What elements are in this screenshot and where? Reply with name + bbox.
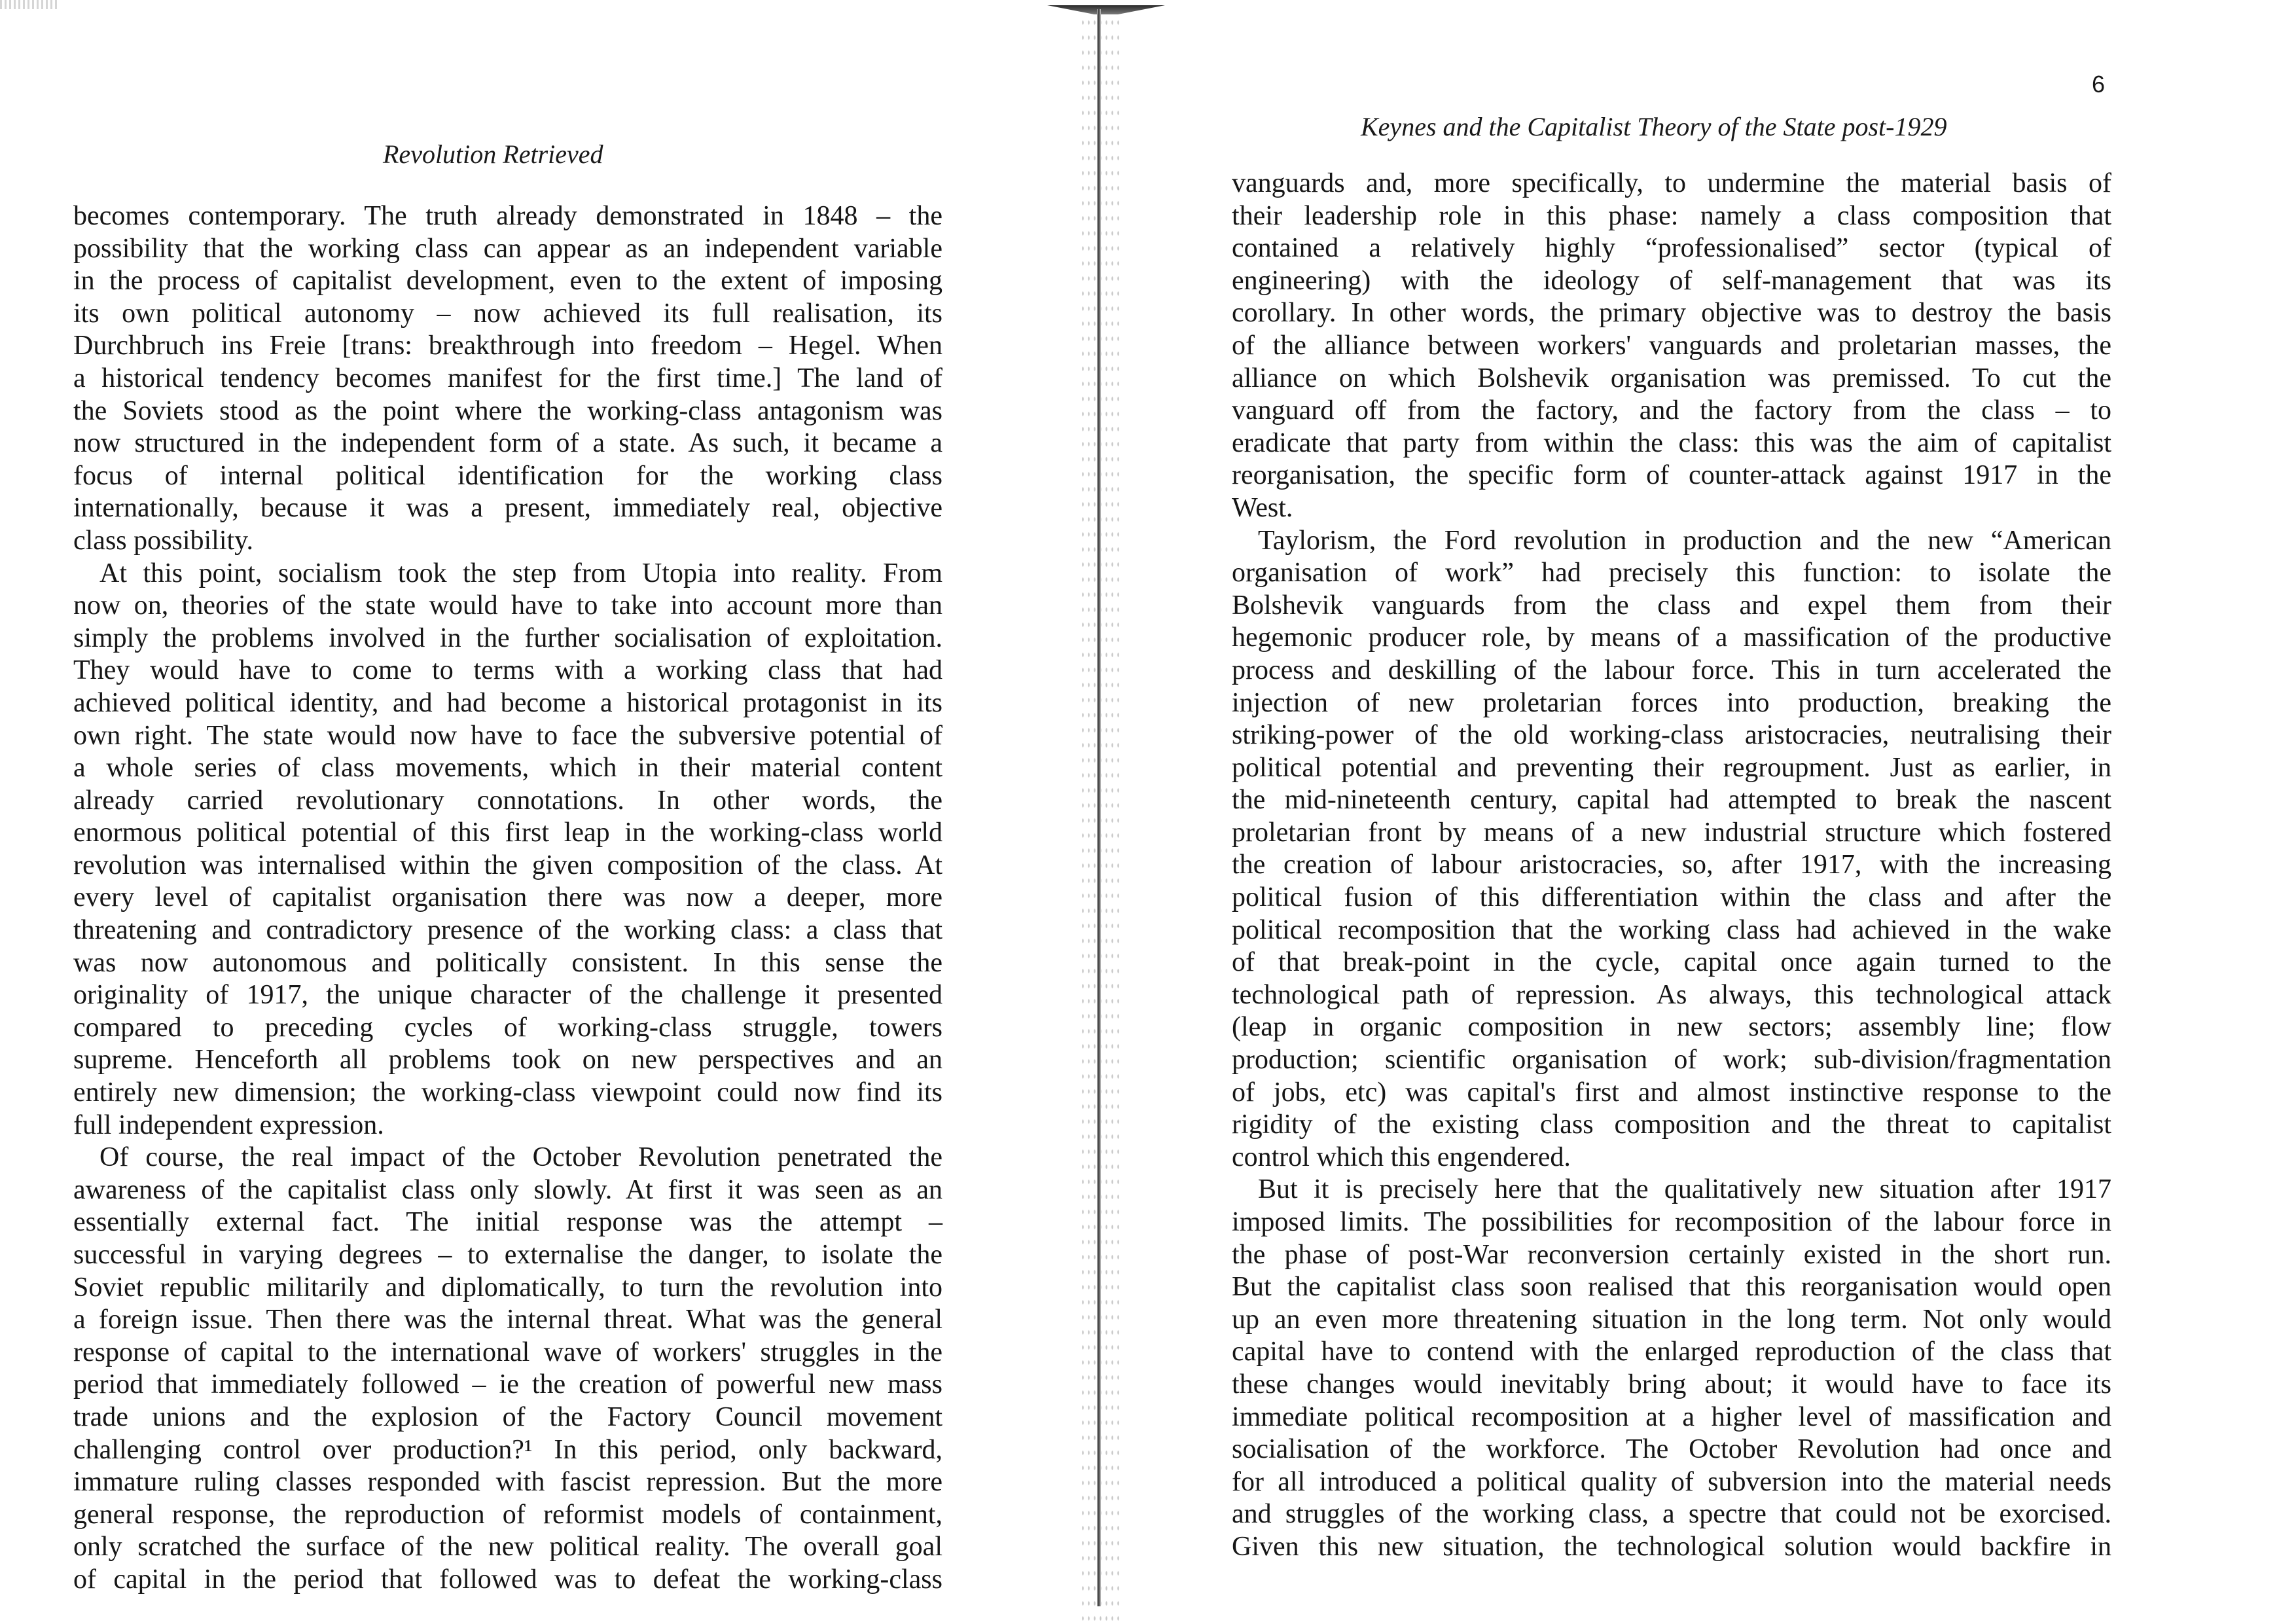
right-text-column xyxy=(1232,168,2111,1564)
text-line: alliance on which Bolshevik organisation was premissed. To cut the xyxy=(1232,363,2111,393)
text-line: becomes contemporary. The truth already demonstrated in 1848 – the xyxy=(73,201,942,231)
text-line: of jobs, etc) was capital's first and almost instinctive response to the xyxy=(1232,1077,2111,1108)
text-line: the Soviets stood as the point where the working-class antagonism was xyxy=(73,395,942,426)
text-line: Durchbruch ins Freie [trans: breakthrough into freedom – Hegel. When xyxy=(73,331,942,361)
text-line: They would have to come to terms with a working class that had xyxy=(73,655,942,686)
text-line: full independent expression. xyxy=(73,1110,384,1140)
text-line: enormous political potential of this first leap in the working-class world xyxy=(73,818,942,848)
text-line: period that immediately followed – ie the creation of powerful new mass xyxy=(73,1369,942,1400)
text-line: simply the problems involved in the further socialisation of exploitation. xyxy=(73,623,942,653)
text-line: originality of 1917, the unique character of the challenge it presented xyxy=(73,980,942,1011)
text-line: essentially external fact. The initial response was the attempt – xyxy=(73,1207,942,1238)
gutter-spine-line xyxy=(1097,9,1101,1606)
text-line: up an even more threatening situation in the long term. Not only would xyxy=(1232,1304,2111,1335)
text-line: Taylorism, the Ford revolution in production and the new “American xyxy=(1258,525,2111,556)
text-line: immature ruling classes responded with fascist repression. But the more xyxy=(73,1467,942,1498)
text-line: class possibility. xyxy=(73,525,253,556)
text-line: supreme. Henceforth all problems took on new perspectives and an xyxy=(73,1045,942,1075)
left-page xyxy=(0,0,1073,1624)
text-line: political recomposition that the working class had achieved in the wake xyxy=(1232,914,2111,945)
text-line: Soviet republic militarily and diplomatically, to turn the revolution into xyxy=(73,1272,942,1303)
text-line: process and deskilling of the labour force. This in turn accelerated the xyxy=(1232,655,2111,685)
text-line: striking-power of the old working-class aristocracies, neutralising their xyxy=(1232,720,2111,751)
text-line: West. xyxy=(1232,492,1293,523)
text-line: their leadership role in this phase: namely a class composition that xyxy=(1232,200,2111,231)
text-line: focus of internal political identification for the working class xyxy=(73,460,942,491)
text-line: trade unions and the explosion of the Factory Council movement xyxy=(73,1401,942,1432)
text-line: political fusion of this differentiation within the class and after the xyxy=(1232,882,2111,913)
left-text-column xyxy=(73,200,942,1597)
text-line: successful in varying degrees – to externalise the danger, to isolate the xyxy=(73,1240,942,1270)
text-line: Bolshevik vanguards from the class and expel them from their xyxy=(1232,590,2111,621)
right-running-head: Keynes and the Capitalist Theory of the State post-1929 xyxy=(1361,112,1947,141)
text-line: immediate political recomposition at a higher level of massification and xyxy=(1232,1401,2111,1432)
text-line: for all introduced a political quality of subversion into the material needs xyxy=(1232,1466,2111,1497)
text-line: (leap in organic composition in new sectors; assembly line; flow xyxy=(1232,1012,2111,1043)
text-line: a whole series of class movements, which in their material content xyxy=(73,753,942,784)
text-line: of the alliance between workers' vanguards and proletarian masses, the xyxy=(1232,330,2111,361)
text-line: of capital in the period that followed was to defeat the working-class xyxy=(73,1564,942,1595)
text-line: capital have to contend with the enlarged reproduction of the class that xyxy=(1232,1337,2111,1367)
text-line: vanguard off from the factory, and the factory from the class – to xyxy=(1232,395,2111,426)
text-line: revolution was internalised within the given composition of the class. At xyxy=(73,850,942,880)
text-line: vanguards and, more specifically, to undermine the material basis of xyxy=(1232,168,2111,198)
text-line: challenging control over production?¹ In this period, only backward, xyxy=(73,1434,942,1465)
text-line: possibility that the working class can appear as an independent variable xyxy=(73,233,942,264)
text-line: proletarian front by means of a new industrial structure which fostered xyxy=(1232,817,2111,848)
text-line: rigidity of the existing class composition and the threat to capitalist xyxy=(1232,1110,2111,1140)
text-line: political potential and preventing their regroupment. Just as earlier, in xyxy=(1232,752,2111,783)
text-line: At this point, socialism took the step from Utopia into reality. From xyxy=(99,558,942,588)
text-line: general response, the reproduction of reformist models of containment, xyxy=(73,1499,942,1530)
text-line: reorganisation, the specific form of counter-attack against 1917 in the xyxy=(1232,460,2111,491)
text-line: its own political autonomy – now achieved its full realisation, its xyxy=(73,298,942,329)
text-line: Given this new situation, the technological solution would backfire in xyxy=(1232,1531,2111,1562)
text-line: imposed limits. The possibilities for recomposition of the labour force in xyxy=(1232,1207,2111,1237)
text-line: engineering) with the ideology of self-management that was its xyxy=(1232,265,2111,296)
text-line: control which this engendered. xyxy=(1232,1142,1571,1172)
text-line: technological path of repression. As always, this technological attack xyxy=(1232,979,2111,1010)
text-line: socialisation of the workforce. The October Revolution had once and xyxy=(1232,1434,2111,1465)
text-line: contained a relatively highly “professionalised” sector (typical of xyxy=(1232,233,2111,264)
text-line: a historical tendency becomes manifest for the first time.] The land of xyxy=(73,363,942,393)
text-line: production; scientific organisation of work; sub-division/fragmentation xyxy=(1232,1045,2111,1075)
text-line: the creation of labour aristocracies, so, after 1917, with the increasing xyxy=(1232,850,2111,880)
text-line: in the process of capitalist development, even to the extent of imposing xyxy=(73,266,942,297)
text-line: awareness of the capitalist class only slowly. At first it was seen as an xyxy=(73,1174,942,1205)
text-line: the phase of post-War reconversion certainly existed in the short run. xyxy=(1232,1239,2111,1270)
left-running-head: Revolution Retrieved xyxy=(383,139,603,169)
text-line: threatening and contradictory presence of the working class: a class that xyxy=(73,915,942,946)
text-line: now on, theories of the state would have to take into account more than xyxy=(73,590,942,621)
text-line: internationally, because it was a present, immediately real, objective xyxy=(73,493,942,524)
text-line: was now autonomous and politically consistent. In this sense the xyxy=(73,947,942,978)
text-line: these changes would inevitably bring about; it would have to face its xyxy=(1232,1369,2111,1399)
text-line: Of course, the real impact of the October Revolution penetrated the xyxy=(99,1142,942,1173)
text-line: injection of new proletarian forces into production, breaking the xyxy=(1232,687,2111,718)
text-line: But the capitalist class soon realised that this reorganisation would open xyxy=(1232,1272,2111,1303)
text-line: response of capital to the international wave of workers' struggles in the xyxy=(73,1337,942,1367)
text-line: only scratched the surface of the new political reality. The overall goal xyxy=(73,1532,942,1562)
right-page xyxy=(1126,0,2296,1624)
text-line: the mid-nineteenth century, capital had attempted to break the nascent xyxy=(1232,785,2111,816)
text-line: of that break-point in the cycle, capital once again turned to the xyxy=(1232,947,2111,978)
text-line: eradicate that party from within the class: this was the aim of capitalist xyxy=(1232,427,2111,458)
text-line: and struggles of the working class, a spectre that could not be exorcised. xyxy=(1232,1499,2111,1530)
text-line: organisation of work” had precisely this function: to isolate the xyxy=(1232,558,2111,588)
text-line: own right. The state would now have to face the subversive potential of xyxy=(73,720,942,751)
text-line: hegemonic producer role, by means of a massification of the productive xyxy=(1232,623,2111,653)
text-line: now structured in the independent form of a state. As such, it became a xyxy=(73,428,942,459)
text-line: every level of capitalist organisation there was now a deeper, more xyxy=(73,882,942,913)
text-line: But it is precisely here that the qualitatively new situation after 1917 xyxy=(1258,1174,2111,1205)
text-line: entirely new dimension; the working-class viewpoint could now find its xyxy=(73,1077,942,1108)
text-line: a foreign issue. Then there was the internal threat. What was the general xyxy=(73,1305,942,1335)
text-line: corollary. In other words, the primary objective was to destroy the basis xyxy=(1232,298,2111,329)
text-line: compared to preceding cycles of working-class struggle, towers xyxy=(73,1012,942,1043)
text-line: achieved political identity, and had become a historical protagonist in its xyxy=(73,687,942,718)
page-number: 6 xyxy=(2092,71,2106,98)
text-line: already carried revolutionary connotations. In other words, the xyxy=(73,785,942,816)
